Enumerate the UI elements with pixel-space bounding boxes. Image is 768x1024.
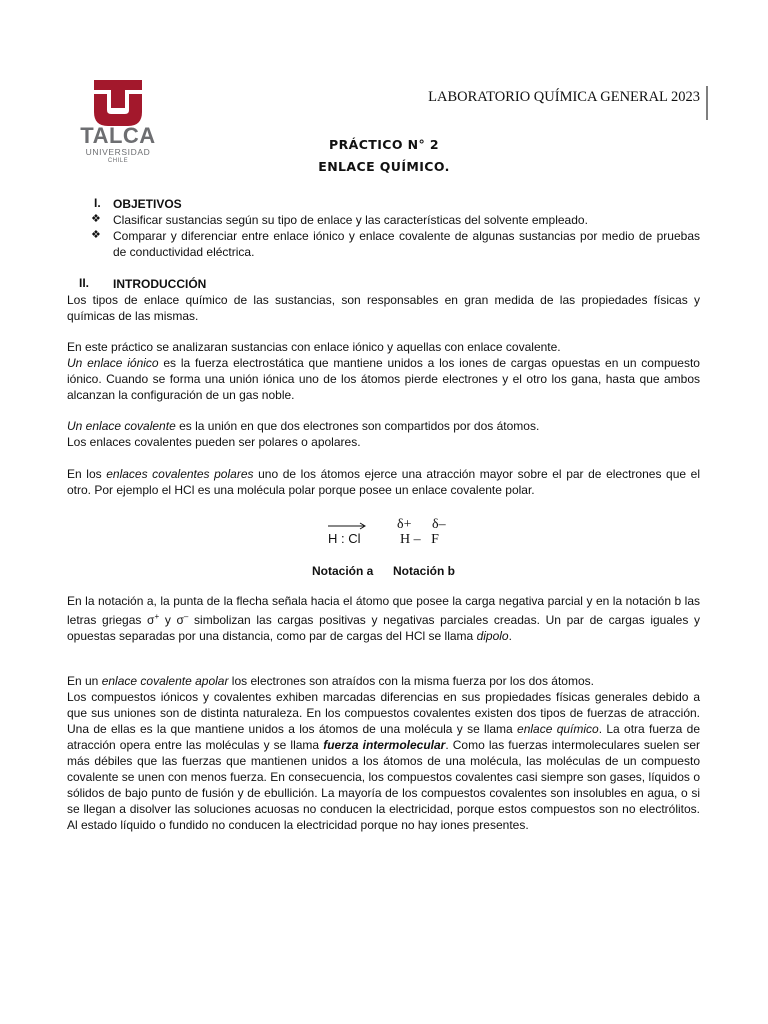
intro-paragraph-covalent-types: Los enlaces covalentes pueden ser polares o apolares.	[67, 435, 361, 449]
logo-wordmark: TALCA	[80, 123, 156, 148]
logo-subtitle: UNIVERSIDAD	[85, 147, 151, 157]
notation-a-label: Notación a	[312, 564, 374, 578]
right-arrow-icon	[327, 522, 367, 530]
section-heading-objetivos: OBJETIVOS	[113, 197, 182, 211]
intro-paragraph-1: Los tipos de enlace químico de las sustancias, son responsables en gran medida de las propiedades físicas y químicas de las mismas.	[67, 293, 700, 323]
university-logo	[78, 80, 158, 166]
section-number-introduccion: II.	[79, 276, 90, 290]
logo-country: CHILE	[107, 158, 129, 164]
intro-paragraph-2: En este práctico se analizaran sustancias con enlace iónico y aquellas con enlace covalente.	[67, 340, 561, 354]
section-number-objetivos: I.	[94, 196, 101, 210]
intro-paragraph-ionic: Un enlace iónico es la fuerza electrostática que mantiene unidos a los iones de cargas opuestas en un compuesto iónico. Cuando se forma una unión iónica uno de los átomos pierde electrones y el otro los gana, hasta que ambos alcanzan la configuración de un gas noble.	[67, 356, 700, 402]
objective-item-1: Clasificar sustancias según su tipo de enlace y las características del solvente empleado.	[113, 213, 588, 227]
objective-item-2: Comparar y diferenciar entre enlace iónico y enlace covalente de algunas sustancias por medio de pruebas de conductividad eléctrica.	[113, 229, 700, 259]
header-divider	[706, 86, 708, 120]
section-heading-introduccion: INTRODUCCIÓN	[113, 277, 207, 291]
notation-b-label: Notación b	[393, 564, 455, 578]
intro-paragraph-polar: En los enlaces covalentes polares uno de los átomos ejerce una atracción mayor sobre el par de electrones que el otro. Por ejemplo el HCl es una molécula polar porque posee un enlace covalente polar.	[67, 467, 700, 497]
intro-paragraph-covalent: Un enlace covalente es la unión en que dos electrones son compartidos por dos átomos.	[67, 419, 540, 433]
lab-title: LABORATORIO QUÍMICA GENERAL 2023	[428, 89, 700, 105]
intro-paragraph-apolar: En un enlace covalente apolar los electrones son atraídos con la misma fuerza por los dos átomos.	[67, 674, 594, 688]
practice-title: PRÁCTICO N° 2	[329, 137, 439, 152]
diamond-star-bullet-icon: ❖	[91, 229, 101, 241]
intro-paragraph-notation: En la notación a, la punta de la flecha señala hacia el átomo que posee la carga negativa parcial y en la notación b las letras griegas σ+ y σ– simbolizan las cargas positivas y negativas parciales creadas. Un par de cargas iguales y opuestas separadas por una distancia, como par de cargas del HCl se llama dipolo.	[67, 594, 701, 643]
notation-a-formula: H : Cl	[328, 531, 361, 546]
intro-paragraph-properties: Los compuestos iónicos y covalentes exhiben marcadas diferencias en sus propiedades físicas generales debido a que sus uniones son de distinta naturaleza. En los compuestos covalentes existen dos tipos de fuerzas de atracción. Una de ellas es la que mantiene unidos a los átomos de una molécula y se llama enlace químico. La otra fuerza de atracción opera entre las moléculas y se llama fuerza intermolecular. Como las fuerzas intermoleculares suelen ser más débiles que las fuerzas que mantienen unidos a los átomos de una molécula, las moléculas de un compuesto covalente se unen con menos fuerza. En consecuencia, los compuestos covalentes casi siempre son gases, líquidos o sólidos de bajo punto de fusión y de ebullición. La mayoría de los compuestos covalentes son insolubles en agua, o si se llegan a disolver las soluciones acuosas no conducen la electricidad, porque estos compuestos son no electrólitos. Al estado líquido o fundido no conducen la electricidad porque no hay iones presentes.	[67, 690, 701, 832]
partial-charge-negative: δ–	[432, 517, 446, 532]
practice-subtitle: ENLACE QUÍMICO.	[318, 159, 450, 174]
diamond-star-bullet-icon: ❖	[91, 213, 101, 225]
notation-b-formula: H – F	[400, 532, 439, 547]
talca-logo-icon	[94, 80, 142, 126]
partial-charge-positive: δ+	[397, 517, 412, 532]
